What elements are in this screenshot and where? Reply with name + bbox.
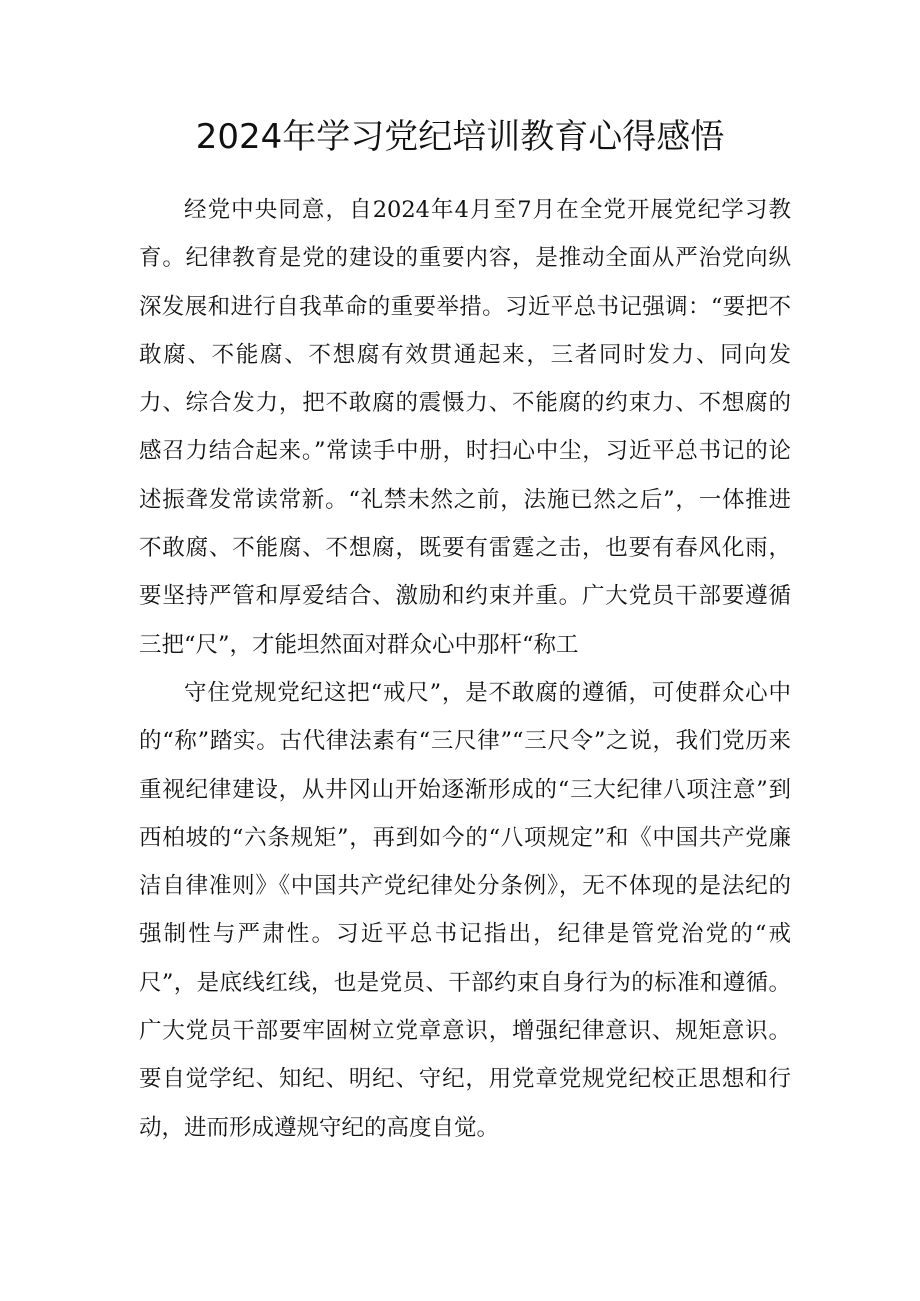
paragraph-1: 经党中央同意，自2024年4月至7月在全党开展党纪学习教育。纪律教育是党的建设的重要内容，是推动全面从严治党向纵深发展和进行自我革命的重要举措。习近平总书记强调：“要把不敢腐、不能腐、不想腐有效贯通起来，三者同时发力、同向发力、综合发力，把不敢腐的震慑力、不能腐的约束力、不想腐的感召力结合起来。”常读手中册，时扫心中尘，习近平总书记的论述振聋发常读常新。“礼禁未然之前，法施已然之后”，一体推进不敢腐、不能腐、不想腐，既要有雷霆之击，也要有春风化雨，要坚持严管和厚爱结合、激励和约束并重。广大党员干部要遵循三把“尺”，才能坦然面对群众心中那杆“称工 (139, 197, 791, 658)
paragraph-2: 守住党规党纪这把“戒尺”，是不敢腐的遵循，可使群众心中的“称”踏实。古代律法素有“三尺律”“三尺令”之说，我们党历来重视纪律建设，从井冈山开始逐渐形成的“三大纪律八项注意”到西柏坡的“六条规矩”，再到如今的“八项规定”和《中国共产党廉洁自律准则》《中国共产党纪律处分条例》，无不体现的是法纪的强制性与严肃性。习近平总书记指出，纪律是管党治党的“戒尺”，是底线红线，也是党员、干部约束自身行为的标准和遵循。广大党员干部要牢固树立党章意识，增强纪律意识、规矩意识。要自觉学纪、知纪、明纪、守纪，用党章党规党纪校正思想和行动，进而形成遵规守纪的高度自觉。 (139, 679, 791, 1141)
document-title: 2024年学习党纪培训教育心得感悟 (195, 117, 725, 157)
document-body (139, 186, 791, 1152)
